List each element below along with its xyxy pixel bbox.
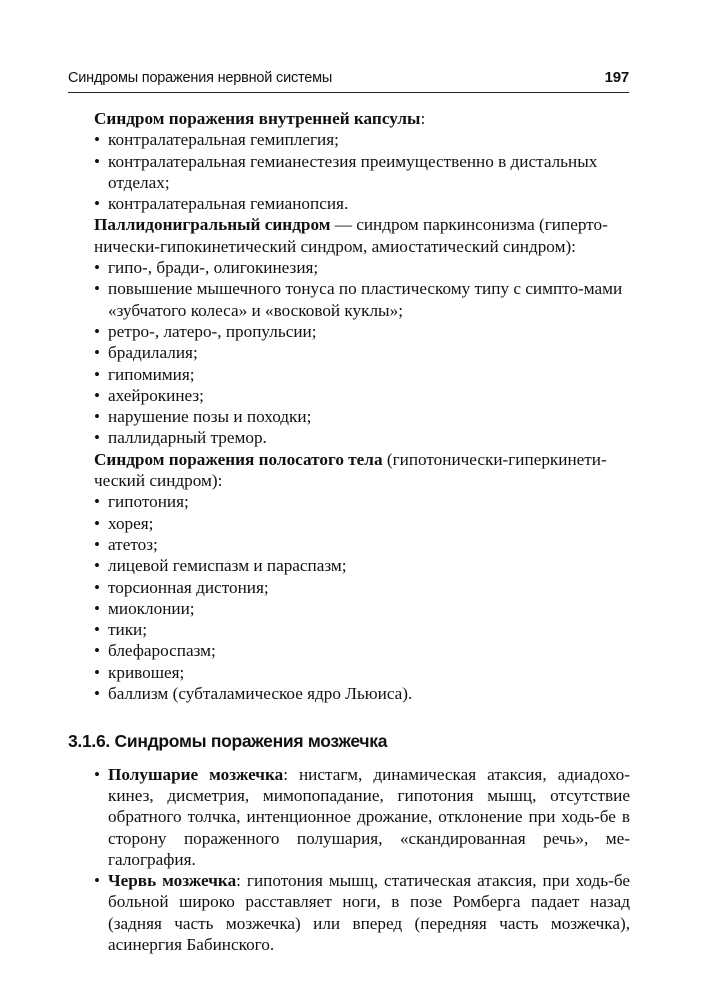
list-item: • гипо-, бради-, олигокинезия; bbox=[94, 257, 630, 278]
term: Червь мозжечка bbox=[108, 871, 237, 891]
list-item: • хорея; bbox=[94, 513, 630, 534]
list-item: • Полушарие мозжечка: нистагм, динамическая атаксия, адиадохо-кинез, дисметрия, мимопопадание, гипотония мышц, отсутствие обратного толчка, интенционное дрожание, отклонение при ходь-бе в сторону пораженного полушария, «скандированная речь», ме-галография. bbox=[94, 764, 630, 870]
list-item: • ахейрокинез; bbox=[94, 385, 630, 406]
striatum-paragraph-continued: ческий синдром): bbox=[94, 471, 223, 491]
running-header bbox=[68, 66, 629, 93]
list-item: • паллидарный тремор. bbox=[94, 427, 630, 448]
list-item: • миоклонии; bbox=[94, 598, 630, 619]
running-header-title: Синдромы поражения нервной системы bbox=[68, 70, 333, 86]
list-item: • кривошея; bbox=[94, 662, 630, 683]
list-item: • блефароспазм; bbox=[94, 640, 630, 661]
list-item: • нарушение позы и походки; bbox=[94, 406, 630, 427]
term: Полушарие мозжечка bbox=[108, 764, 284, 784]
section-heading: 3.1.6. Синдромы поражения мозжечка bbox=[68, 731, 388, 752]
page-number: 197 bbox=[604, 69, 629, 86]
striatum-title: Синдром поражения полосатого тела bbox=[94, 449, 383, 469]
list-item: • атетоз; bbox=[94, 534, 630, 555]
list-item: • гипотония; bbox=[94, 491, 630, 512]
list-item: • лицевой гемиспазм и параспазм; bbox=[94, 555, 630, 576]
pallido-paragraph-continued: нически-гипокинетический синдром, амиостатический синдром): bbox=[94, 236, 576, 256]
pallido-list bbox=[94, 257, 630, 449]
striatum-list bbox=[94, 491, 630, 704]
list-item: • торсионная дистония; bbox=[94, 577, 630, 598]
list-item: • брадилалия; bbox=[94, 342, 630, 363]
capsule-title: Синдром поражения внутренней капсулы bbox=[94, 109, 421, 128]
cerebellum-list bbox=[94, 764, 630, 956]
list-item: • гипомимия; bbox=[94, 364, 630, 385]
capsule-list bbox=[94, 129, 630, 214]
list-item: • контралатеральная гемиплегия; bbox=[94, 129, 630, 150]
pallido-paragraph: Паллидонигральный синдром — синдром паркинсонизма (гиперто- bbox=[94, 215, 608, 235]
list-item: • баллизм (субталамическое ядро Льюиса). bbox=[94, 683, 630, 704]
striatum-paragraph: Синдром поражения полосатого тела (гипотонически-гиперкинети- bbox=[94, 449, 607, 469]
list-item: • Червь мозжечка: гипотония мышц, статическая атаксия, при ходь-бе больной широко расставляет ноги, в позе Ромберга падает назад (задняя часть мозжечка) или вперед (передняя часть мозжечка), асинергия Бабинского. bbox=[94, 870, 630, 955]
list-item: • ретро-, латеро-, пропульсии; bbox=[94, 321, 630, 342]
list-item: • контралатеральная гемианестезия преимущественно в дистальных отделах; bbox=[94, 151, 630, 194]
list-item: • тики; bbox=[94, 619, 630, 640]
pallido-title: Паллидонигральный синдром bbox=[94, 215, 331, 235]
page-content bbox=[68, 108, 630, 955]
capsule-heading: Синдром поражения внутренней капсулы: bbox=[94, 109, 426, 128]
list-item: • повышение мышечного тонуса по пластическому типу с симпто-мами «зубчатого колеса» и «восковой куклы»; bbox=[94, 278, 630, 321]
list-item: • контралатеральная гемианопсия. bbox=[94, 193, 630, 214]
